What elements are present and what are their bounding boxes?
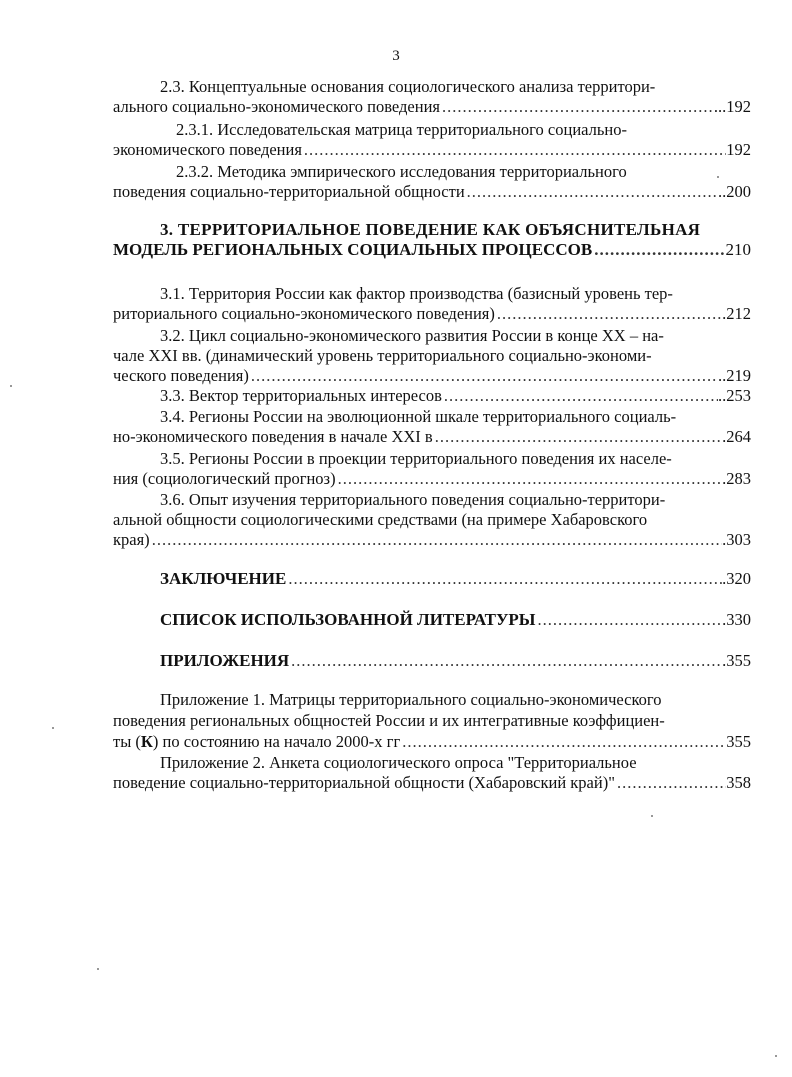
- toc-entry-3-6-line-2: альной общности социологическими средствами (на примере Хабаровского: [113, 510, 648, 529]
- toc-entry-3-3: [160, 386, 751, 406]
- toc-entry-text: ческого поведения): [113, 366, 249, 385]
- toc-references: [160, 610, 751, 630]
- scan-speck: [775, 1055, 777, 1057]
- toc-leader-dots: [249, 366, 718, 386]
- toc-entry-3-2-line-1: 3.2. Цикл социально-экономического развития России в конце XX – на-: [160, 326, 664, 345]
- toc-leader-dots: [442, 386, 718, 406]
- toc-page-number: 210: [725, 240, 751, 259]
- text-fragment: ) по состоянию на начало 2000-х гг: [152, 732, 401, 751]
- toc-entry-2-3-1-line-2: [113, 140, 751, 160]
- toc-entry-text: но-экономического поведения в начале XXI в: [113, 427, 433, 446]
- toc-page-number: .283: [722, 469, 751, 488]
- scan-speck: [10, 385, 12, 387]
- scan-speck: [52, 727, 54, 729]
- chapter-3-title-line-1: 3. ТЕРРИТОРИАЛЬНОЕ ПОВЕДЕНИЕ КАК ОБЪЯСНИТЕЛЬНАЯ: [160, 220, 701, 239]
- toc-leader-dots: [336, 469, 723, 489]
- toc-entry-text: 3.3. Вектор территориальных интересов: [160, 386, 442, 405]
- toc-entry-3-6-line-3: [113, 530, 751, 550]
- toc-page-number: 355: [726, 732, 751, 751]
- scan-speck: [651, 815, 653, 817]
- toc-appendix-1-line-1: Приложение 1. Матрицы территориального социально-экономического: [160, 690, 662, 709]
- toc-entry-text: поведения социально-территориальной общности: [113, 182, 465, 201]
- toc-entry-3-4-line-2: [113, 427, 751, 447]
- toc-entry-3-2-line-2: чале XXI вв. (динамический уровень территориального социально-экономи-: [113, 346, 652, 365]
- toc-entry-3-5-line-2: [113, 469, 751, 489]
- toc-entry-text: ния (социологический прогноз): [113, 469, 336, 488]
- toc-page-number: .264: [722, 427, 751, 446]
- toc-appendix-1-line-2: поведения региональных общностей России и их интегративные коэффициен-: [113, 711, 665, 730]
- toc-page-number: .330: [722, 610, 751, 629]
- toc-entry-3-1-line-1: 3.1. Территория России как фактор производства (базисный уровень тер-: [160, 284, 673, 303]
- toc-page-number: ..253: [718, 386, 751, 405]
- toc-leader-dots: [150, 530, 722, 550]
- toc-entry-2-3-line-1: 2.3. Концептуальные основания социологического анализа территори-: [160, 77, 656, 96]
- toc-entry-text: [113, 732, 400, 752]
- toc-entry-3-4-line-1: 3.4. Регионы России на эволюционной шкале территориального социаль-: [160, 407, 677, 426]
- coefficient-k: К: [140, 732, 153, 751]
- toc-leader-dots: [289, 651, 722, 671]
- toc-leader-dots: [400, 732, 726, 752]
- toc-leader-dots: [440, 97, 714, 117]
- toc-entry-text: СПИСОК ИСПОЛЬЗОВАННОЙ ЛИТЕРАТУРЫ: [160, 610, 536, 629]
- toc-entry-3-5-line-1: 3.5. Регионы России в проекции территориального поведения их населе-: [160, 449, 672, 468]
- toc-entry-2-3-2-line-1: 2.3.2. Методика эмпирического исследования территориального: [176, 162, 627, 181]
- toc-entry-text: риториального социально-экономического поведения): [113, 304, 495, 323]
- toc-page-number: .303: [722, 530, 751, 549]
- toc-entry-text: экономического поведения: [113, 140, 302, 159]
- toc-leader-dots: [615, 773, 726, 793]
- toc-leader-dots: [495, 304, 722, 324]
- toc-leader-dots: [465, 182, 718, 202]
- toc-leader-dots: [592, 240, 725, 260]
- toc-entry-2-3-2-line-2: [113, 182, 751, 202]
- toc-entry-2-3-1-line-1: 2.3.1. Исследовательская матрица территориального социально-: [176, 120, 627, 139]
- toc-page-number: .355: [722, 651, 751, 670]
- toc-page-number: ..200: [718, 182, 751, 201]
- toc-leader-dots: [536, 610, 723, 630]
- toc-appendix-1-line-3: [113, 732, 751, 752]
- chapter-3-title-line-2: [113, 240, 751, 260]
- toc-page-number: 192: [726, 140, 751, 159]
- scan-speck: [97, 968, 99, 970]
- toc-leader-dots: [286, 569, 722, 589]
- toc-entry-3-2-line-3: [113, 366, 751, 386]
- toc-page-number: ...192: [713, 97, 751, 116]
- toc-entry-text: ального социально-экономического поведения: [113, 97, 440, 116]
- toc-entry-text: края): [113, 530, 150, 549]
- toc-leader-dots: [433, 427, 722, 447]
- toc-entry-3-6-line-1: 3.6. Опыт изучения территориального поведения социально-территори-: [160, 490, 666, 509]
- toc-appendix-2-line-1: Приложение 2. Анкета социологического опроса "Территориальное: [160, 753, 637, 772]
- page-number: 3: [392, 48, 400, 64]
- toc-page-number: 358: [726, 773, 751, 792]
- toc-entry-text: ЗАКЛЮЧЕНИЕ: [160, 569, 287, 588]
- toc-conclusion: [160, 569, 751, 589]
- toc-entry-text: ПРИЛОЖЕНИЯ: [160, 651, 290, 670]
- text-fragment: ты (: [113, 732, 141, 751]
- toc-page-number: .212: [722, 304, 751, 323]
- toc-entry-2-3-line-2: [113, 97, 751, 117]
- toc-page-number: ..219: [718, 366, 751, 385]
- toc-entry-text: МОДЕЛЬ РЕГИОНАЛЬНЫХ СОЦИАЛЬНЫХ ПРОЦЕССОВ: [113, 240, 593, 259]
- toc-entry-3-1-line-2: [113, 304, 751, 324]
- scan-speck: [717, 176, 719, 178]
- toc-entry-text: поведение социально-территориальной общности (Хабаровский край)": [113, 773, 615, 792]
- toc-leader-dots: [302, 140, 726, 160]
- toc-appendices: [160, 651, 751, 671]
- toc-appendix-2-line-2: [113, 773, 751, 793]
- toc-page-number: .320: [722, 569, 751, 588]
